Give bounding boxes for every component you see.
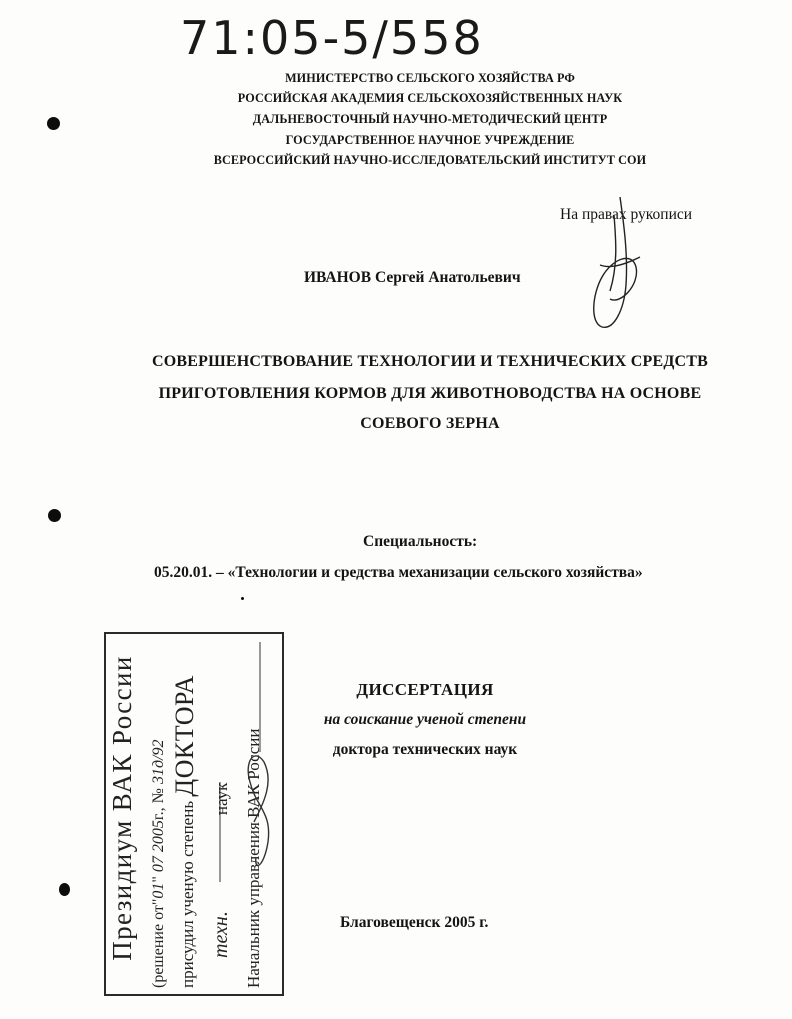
stamp-signature [104,632,280,992]
stamp-decision-prefix: (решение от" [150,898,167,988]
stamp-decision-no: 31д/92 [150,739,167,785]
stamp-head-label: Начальник управления ВАК России [244,728,263,988]
specialty-label: Специальность: [363,533,478,550]
punch-hole-middle [48,509,61,522]
title-line-2: ПРИГОТОВЛЕНИЯ КОРМОВ ДЛЯ ЖИВОТНОВОДСТВА НА ОСНОВЕ [158,385,702,402]
dissertation-degree-line-1: на соискание ученой степени [323,711,527,728]
title-line-3: СОЕВОГО ЗЕРНА [360,415,500,432]
specialty-value: 05.20.01. – «Технологии и средства механизации сельского хозяйства» [154,564,643,581]
header-institute: ВСЕРОССИЙСКИЙ НАУЧНО-ИССЛЕДОВАТЕЛЬСКИЙ ИНСТИТУТ СОИ [213,153,647,167]
header-ministry: МИНИСТЕРСТВО СЕЛЬСКОГО ХОЗЯЙСТВА РФ [285,71,575,85]
author-surname: ИВАНОВ [304,269,372,286]
handwritten-archive-number [180,6,600,66]
stamp-decision-year: 2005 [150,820,167,853]
title-line-1: СОВЕРШЕНСТВОВАНИЕ ТЕХНОЛОГИИ И ТЕХНИЧЕСКИХ СРЕДСТВ [151,353,709,370]
stamp-decision-no-prefix: г., № [150,788,167,821]
dissertation-degree-line-2: доктора технических наук [332,741,518,758]
author-given-names: Сергей Анатольевич [374,269,521,286]
stamp-field-hw: техн. [210,911,232,958]
author-name [304,269,521,287]
punch-hole-top [47,117,60,130]
header-center: ДАЛЬНЕВОСТОЧНЫЙ НАУЧНО-МЕТОДИЧЕСКИЙ ЦЕНТР [252,112,608,126]
stamp-degree: ДОКТОРА [170,675,199,797]
stamp-awarded-prefix: присудил ученую степень [178,800,197,988]
stamp-title: Президиум ВАК России [107,655,137,961]
stamp-decision-day: 01 [150,882,167,899]
stamp-field-suffix: наук [212,782,231,816]
stamp-decision-month: 07 [150,856,167,873]
city-year: Благовещенск 2005 г. [340,914,489,931]
signature [580,195,650,335]
header-academy: РОССИЙСКАЯ АКАДЕМИЯ СЕЛЬСКОХОЗЯЙСТВЕННЫХ НАУК [237,91,623,105]
header-institution: ГОСУДАРСТВЕННОЕ НАУЧНОЕ УЧРЕЖДЕНИЕ [285,133,575,147]
speck [241,597,244,600]
manuscript-rights: На правах рукописи [560,206,693,223]
stamp-decision: (решение от"01" 07 2005г., № 31д/92 [150,739,167,988]
archive-number-text: 71:05-5/558 [180,11,484,65]
dissertation-heading: ДИССЕРТАЦИЯ [356,680,494,699]
